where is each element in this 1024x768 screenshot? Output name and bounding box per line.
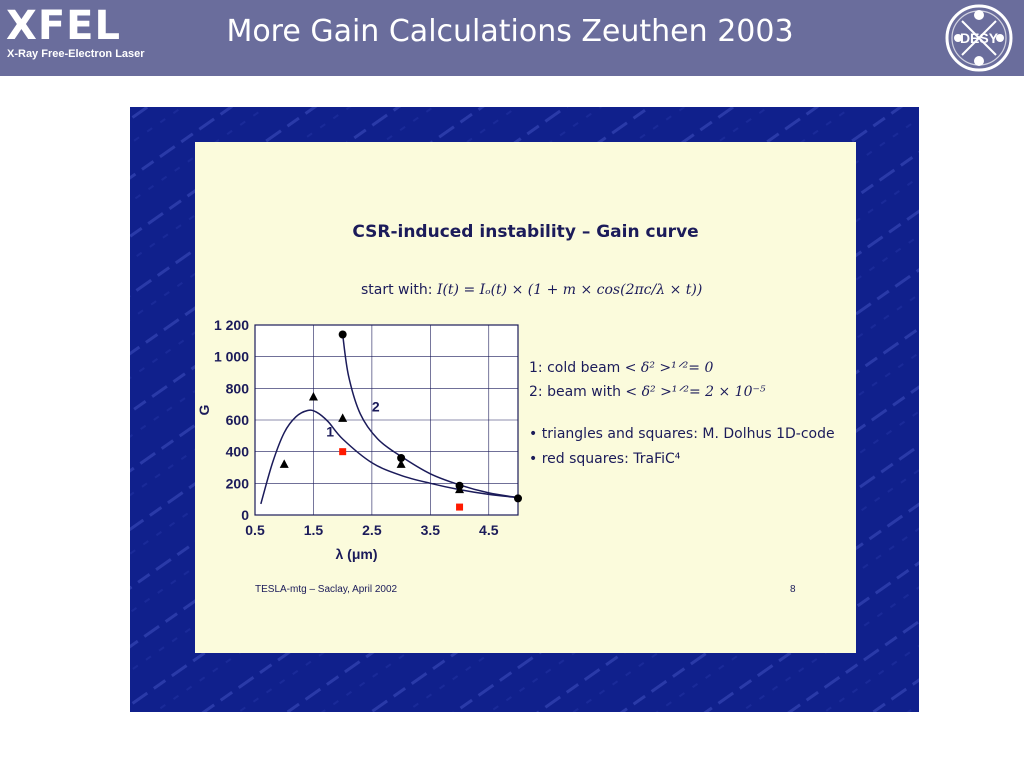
slide-footer-left: TESLA-mtg – Saclay, April 2002	[255, 584, 398, 595]
legend-item-1-math: < δ² >¹ᐟ²= 0	[624, 360, 714, 376]
legend-item-4: • red squares: TraFiC⁴	[529, 451, 681, 467]
y-tick-label: 1 000	[213, 348, 249, 365]
y-tick-label: 600	[225, 412, 249, 428]
legend-item-2-text: 2: beam with	[529, 384, 621, 400]
y-tick-label: 0	[241, 507, 249, 523]
slide-heading: CSR-induced instability – Gain curve	[352, 222, 699, 242]
y-tick-label: 800	[225, 380, 249, 397]
header-bar	[0, 0, 1024, 76]
xfel-logo-subtitle: X-Ray Free-Electron Laser	[7, 48, 145, 60]
y-tick-label: 1 200	[213, 317, 249, 333]
legend-item-2	[529, 384, 766, 400]
x-tick-label: 2.5	[362, 522, 382, 538]
red-square-point	[456, 504, 463, 511]
red-square-point	[339, 448, 346, 455]
desy-logo-text: DESY	[959, 30, 999, 46]
desy-logo	[944, 3, 1014, 73]
slide-image	[130, 107, 919, 712]
xfel-logo-text: XFEL	[6, 3, 121, 49]
formula-prefix: start with:	[361, 282, 433, 298]
x-tick-label: 1.5	[303, 522, 324, 538]
curve-2-label: 2	[371, 398, 380, 415]
legend-item-2-math: < δ² >¹ᐟ²= 2 × 10⁻⁵	[625, 384, 766, 400]
x-axis-label: λ (μm)	[335, 546, 378, 562]
x-tick-label: 3.5	[420, 522, 441, 538]
xfel-logo	[6, 3, 145, 66]
curve-1-label: 1	[326, 423, 335, 440]
y-tick-label: 200	[225, 475, 249, 492]
slide-page	[195, 142, 856, 653]
x-tick-label: 4.5	[479, 522, 499, 538]
circle-point	[397, 454, 405, 462]
legend-item-1-text: 1: cold beam	[529, 360, 621, 376]
formula-expression: I(t) = Iₒ(t) × (1 + m × cos(2πc/λ × t))	[436, 282, 703, 298]
circle-point	[339, 331, 347, 339]
circle-point	[514, 494, 522, 502]
page-title: More Gain Calculations Zeuthen 2003	[226, 14, 794, 49]
x-tick-label: 0.5	[245, 522, 265, 538]
circle-point	[456, 482, 464, 490]
slide-page-number: 8	[790, 584, 796, 595]
legend-item-3: • triangles and squares: M. Dolhus 1D-code	[529, 426, 835, 442]
y-axis-label: G	[196, 404, 212, 416]
y-tick-label: 400	[225, 443, 249, 460]
legend-item-1	[529, 360, 713, 376]
